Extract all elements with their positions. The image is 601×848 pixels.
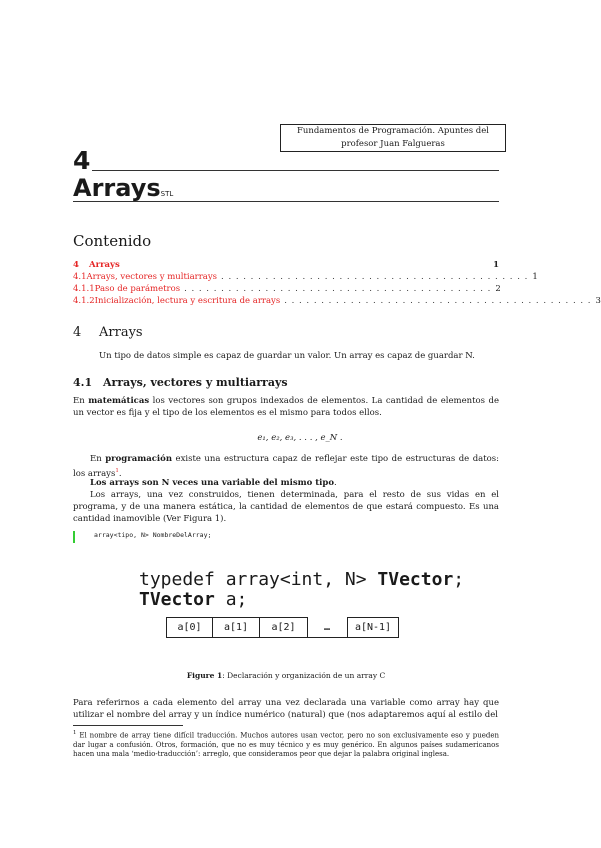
footnote-ref[interactable]: 1 <box>115 468 119 474</box>
array-cell: a[N-1] <box>347 617 399 638</box>
section-heading <box>73 325 143 340</box>
array-cell: a[0] <box>166 617 213 638</box>
fig-l1-bold: TVector <box>377 569 454 590</box>
chapter-rule-bottom <box>73 201 499 202</box>
toc-page: 3 <box>595 296 601 306</box>
footnote <box>73 729 499 760</box>
fig-l1-normal: typedef array<int, N> <box>139 569 378 590</box>
toc-label: Inicialización, lectura y escritura de arrays <box>94 296 281 306</box>
fig-l2-normal: a; <box>214 589 248 610</box>
contents-heading: Contenido <box>73 232 152 250</box>
chapter-rule-top <box>92 170 499 171</box>
toc-entry-subsection-1[interactable]: 4.1.1 Paso de parámetros . . . . . . . . . . . . . . . . . . . . . . . . . . . . . . . . . . . . . . . . . . 2 <box>73 284 501 294</box>
fig-l1-end: ; <box>453 569 465 590</box>
p2-bold: programación <box>105 454 172 464</box>
p2-pre: En <box>90 454 106 464</box>
toc-label: Arrays, vectores y multiarrays <box>86 272 218 282</box>
figure-code-line-2 <box>139 589 247 610</box>
toc-label: Paso de parámetros <box>94 284 181 294</box>
footnote-text: El nombre de array tiene difícil traducción. Muchos autores usan vector, pero no son exclusivamente eso y pueden dar lugar a confusión. Otros, formación, que no es muy técnico y es muy genérico. En algunos países sudamericanos hacen una mala ‘medio-traducción’: arreglo, que consideramos peor que dejar la palabra original inglesa. <box>73 731 499 759</box>
toc-label: Arrays <box>89 260 120 270</box>
code-marker <box>73 531 75 543</box>
closing-paragraph: Para referirnos a cada elemento del array una vez declarada una variable como array hay que utilizar el nombre del array y un índice numérico (natural) que (nos adaptaremos aquí al estilo del <box>73 698 499 720</box>
toc-entry-subsection-2[interactable]: 4.1.2 Inicialización, lectura y escritura de arrays . . . . . . . . . . . . . . . . . . . . . . . . . . . . . . . . . . . . . . . . . . 3 <box>73 296 601 306</box>
code-snippet: array<tipo, N> NombreDelArray; <box>94 531 212 539</box>
subsection-number: 4.1 <box>73 376 93 389</box>
p2-post: existe una estructura capaz de reflejar este tipo de estructuras de datos: los arrays <box>73 454 499 479</box>
header-line-1: Fundamentos de Programación. Apuntes del <box>297 126 489 136</box>
toc-num: 4 <box>73 260 79 270</box>
toc-page: 2 <box>495 284 501 294</box>
chapter-subtitle: STL <box>160 190 174 198</box>
paragraph-4: Los arrays, una vez construidos, tienen determinada, para el resto de sus vidas en el programa, y de una manera estática, la cantidad de elementos de que estará compuesto. Es una cantidad inamovible (Ver Figura 1). <box>73 490 499 524</box>
figure-caption <box>73 671 499 680</box>
toc-num: 4.1.2 <box>73 296 95 306</box>
subsection-heading <box>73 376 288 389</box>
toc-entry-section[interactable]: 4.1 Arrays, vectores y multiarrays . . . . . . . . . . . . . . . . . . . . . . . . . . . . . . . . . . . . . . . . . . 1 <box>73 272 538 282</box>
array-ellipsis: … <box>323 622 331 633</box>
toc-num: 4.1.1 <box>73 284 95 294</box>
chapter-title-text: Arrays <box>73 174 161 202</box>
array-ellipsis-rule <box>307 637 347 638</box>
running-header <box>280 124 506 152</box>
formula: e₁, e₂, e₃, . . . , e_N . <box>257 433 343 443</box>
subsection-title: Arrays, vectores y multiarrays <box>103 376 288 389</box>
toc-page: 1 <box>532 272 538 282</box>
array-cell: a[2] <box>259 617 308 638</box>
section-number: 4 <box>73 325 82 340</box>
toc-page: 1 <box>493 260 499 270</box>
paragraph-1 <box>73 395 499 419</box>
caption-label: Figure 1 <box>186 671 223 680</box>
caption-text: : Declaración y organización de un array C <box>222 671 386 680</box>
paragraph-3 <box>90 477 337 489</box>
toc-num: 4.1 <box>73 272 87 282</box>
chapter-number: 4 <box>73 146 91 175</box>
figure-code-line-1 <box>139 569 464 590</box>
p3-post: . <box>334 478 337 488</box>
footnote-mark: 1 <box>73 730 77 736</box>
p1-pre: En <box>73 396 89 406</box>
array-cell: a[1] <box>212 617 260 638</box>
chapter-title <box>73 174 173 202</box>
paragraph-2: En programación existe una estructura capaz de reflejar este tipo de estructuras de datos: los arrays$^1$. <box>73 454 499 479</box>
toc-entry-chapter[interactable] <box>73 260 499 271</box>
p1-post: los vectores son grupos indexados de elementos. La cantidad de elementos de un vector es fija y el tipo de los elementos es el mismo para todos ellos. <box>73 396 499 418</box>
p1-bold: matemáticas <box>88 396 150 406</box>
section-intro: Un tipo de datos simple es capaz de guardar un valor. Un array es capaz de guardar N. <box>99 351 475 361</box>
section-title: Arrays <box>99 325 143 340</box>
fig-l2-bold: TVector <box>139 589 215 610</box>
p3-bold: Los arrays son N veces una variable del mismo tipo <box>90 478 335 488</box>
header-line-2: profesor Juan Falgueras <box>341 139 445 149</box>
footnote-rule <box>73 725 183 726</box>
